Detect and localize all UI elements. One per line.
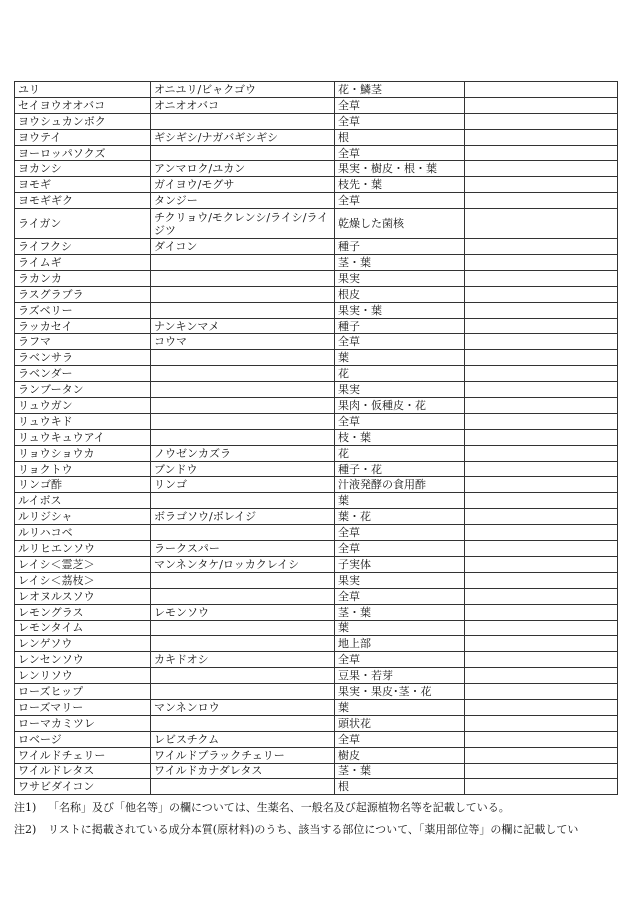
name-cell: ルリジシャ <box>15 509 151 525</box>
extra-cell <box>465 145 618 161</box>
other-name-cell: レモンソウ <box>151 604 335 620</box>
other-name-cell: ワイルドカナダレタス <box>151 763 335 779</box>
table-row <box>15 525 618 541</box>
table-row <box>15 604 618 620</box>
extra-cell <box>465 129 618 145</box>
table-row <box>15 97 618 113</box>
other-name-cell <box>151 493 335 509</box>
footnote-number: 注2) <box>14 823 37 836</box>
extra-cell <box>465 239 618 255</box>
other-name-cell: チクリョウ/モクレンシ/ライシ/ライジツ <box>151 209 335 239</box>
table-row <box>15 715 618 731</box>
other-name-cell <box>151 413 335 429</box>
part-cell: 果実 <box>335 382 465 398</box>
extra-cell <box>465 209 618 239</box>
name-cell: セイヨウオオバコ <box>15 97 151 113</box>
table-body <box>15 82 618 795</box>
name-cell: ヨモギ <box>15 177 151 193</box>
table-row <box>15 302 618 318</box>
footnote-number: 注1) <box>14 801 37 814</box>
name-cell: レモングラス <box>15 604 151 620</box>
table-row <box>15 366 618 382</box>
extra-cell <box>465 270 618 286</box>
name-cell: ヨーロッパソクズ <box>15 145 151 161</box>
other-name-cell: カキドオシ <box>151 652 335 668</box>
part-cell: 全草 <box>335 525 465 541</box>
table-row <box>15 620 618 636</box>
name-cell: ヨモギギク <box>15 193 151 209</box>
extra-cell <box>465 302 618 318</box>
part-cell: 果実・果皮･茎・花 <box>335 684 465 700</box>
extra-cell <box>465 588 618 604</box>
name-cell: ルリハコベ <box>15 525 151 541</box>
name-cell: ローマカミツレ <box>15 715 151 731</box>
other-name-cell <box>151 779 335 795</box>
part-cell: 茎・葉 <box>335 763 465 779</box>
table-row <box>15 318 618 334</box>
table-row <box>15 113 618 129</box>
part-cell: 全草 <box>335 588 465 604</box>
part-cell: 樹皮 <box>335 747 465 763</box>
extra-cell <box>465 82 618 98</box>
extra-cell <box>465 556 618 572</box>
extra-cell <box>465 779 618 795</box>
name-cell: レオヌルスソウ <box>15 588 151 604</box>
other-name-cell <box>151 525 335 541</box>
other-name-cell: リンゴ <box>151 477 335 493</box>
table-row <box>15 382 618 398</box>
other-name-cell <box>151 350 335 366</box>
table-row <box>15 193 618 209</box>
table-row <box>15 699 618 715</box>
other-name-cell <box>151 255 335 271</box>
other-name-cell: ノウゼンカズラ <box>151 445 335 461</box>
name-cell: レンゲソウ <box>15 636 151 652</box>
other-name-cell <box>151 572 335 588</box>
name-cell: ヨウシュカンボク <box>15 113 151 129</box>
extra-cell <box>465 177 618 193</box>
other-name-cell: ガイヨウ/モグサ <box>151 177 335 193</box>
part-cell: 根 <box>335 129 465 145</box>
extra-cell <box>465 193 618 209</box>
other-name-cell: ワイルドブラックチェリー <box>151 747 335 763</box>
other-name-cell: オニオオバコ <box>151 97 335 113</box>
part-cell: 花・鱗茎 <box>335 82 465 98</box>
table-row <box>15 652 618 668</box>
name-cell: ラッカセイ <box>15 318 151 334</box>
table-row <box>15 209 618 239</box>
table-row <box>15 429 618 445</box>
other-name-cell <box>151 382 335 398</box>
other-name-cell: コウマ <box>151 334 335 350</box>
part-cell: 全草 <box>335 413 465 429</box>
extra-cell <box>465 255 618 271</box>
part-cell: 種子 <box>335 239 465 255</box>
part-cell: 全草 <box>335 334 465 350</box>
table-row <box>15 636 618 652</box>
name-cell: レンセンソウ <box>15 652 151 668</box>
extra-cell <box>465 350 618 366</box>
other-name-cell <box>151 398 335 414</box>
extra-cell <box>465 398 618 414</box>
table-row <box>15 255 618 271</box>
name-cell: ヨウテイ <box>15 129 151 145</box>
other-name-cell: ブンドウ <box>151 461 335 477</box>
other-name-cell: ダイコン <box>151 239 335 255</box>
name-cell: リョウショウカ <box>15 445 151 461</box>
extra-cell <box>465 620 618 636</box>
extra-cell <box>465 668 618 684</box>
table-row <box>15 763 618 779</box>
table-row <box>15 493 618 509</box>
table-row <box>15 286 618 302</box>
part-cell: 全草 <box>335 97 465 113</box>
extra-cell <box>465 318 618 334</box>
extra-cell <box>465 715 618 731</box>
extra-cell <box>465 493 618 509</box>
name-cell: ランブータン <box>15 382 151 398</box>
table-row <box>15 668 618 684</box>
other-name-cell: ラークスパー <box>151 541 335 557</box>
other-name-cell: マンネンタケ/ロッカクレイシ <box>151 556 335 572</box>
name-cell: レンリソウ <box>15 668 151 684</box>
name-cell: ラフマ <box>15 334 151 350</box>
extra-cell <box>465 429 618 445</box>
table-row <box>15 556 618 572</box>
plant-list-table <box>14 81 618 795</box>
name-cell: ラベンサラ <box>15 350 151 366</box>
extra-cell <box>465 286 618 302</box>
other-name-cell: マンネンロウ <box>151 699 335 715</box>
name-cell: ラカンカ <box>15 270 151 286</box>
extra-cell <box>465 97 618 113</box>
part-cell: 果実 <box>335 270 465 286</box>
part-cell: 全草 <box>335 145 465 161</box>
extra-cell <box>465 572 618 588</box>
other-name-cell <box>151 668 335 684</box>
other-name-cell <box>151 145 335 161</box>
extra-cell <box>465 525 618 541</box>
name-cell: レイシ＜霊芝＞ <box>15 556 151 572</box>
extra-cell <box>465 413 618 429</box>
other-name-cell: ボラゴソウ/ボレイジ <box>151 509 335 525</box>
table-row <box>15 129 618 145</box>
footnotes <box>14 797 626 841</box>
table-row <box>15 161 618 177</box>
name-cell: ロベージ <box>15 731 151 747</box>
other-name-cell <box>151 588 335 604</box>
name-cell: ラスグラブラ <box>15 286 151 302</box>
part-cell: 枝先・葉 <box>335 177 465 193</box>
table-row <box>15 334 618 350</box>
name-cell: レモンタイム <box>15 620 151 636</box>
part-cell: 全草 <box>335 731 465 747</box>
name-cell: ローズヒップ <box>15 684 151 700</box>
extra-cell <box>465 699 618 715</box>
footnote-text: リストに掲載されている成分本質(原材料)のうち、該当する部位について、「薬用部位等」の欄に記載してい <box>48 823 579 836</box>
table-row <box>15 145 618 161</box>
part-cell: 葉 <box>335 699 465 715</box>
part-cell: 枝・葉 <box>335 429 465 445</box>
extra-cell <box>465 604 618 620</box>
part-cell: 地上部 <box>335 636 465 652</box>
table-row <box>15 461 618 477</box>
other-name-cell <box>151 429 335 445</box>
extra-cell <box>465 382 618 398</box>
table-row <box>15 398 618 414</box>
name-cell: ライフクシ <box>15 239 151 255</box>
extra-cell <box>465 477 618 493</box>
part-cell: 汁液発酵の食用酢 <box>335 477 465 493</box>
other-name-cell: タンジー <box>151 193 335 209</box>
name-cell: リュウキュウアイ <box>15 429 151 445</box>
other-name-cell <box>151 270 335 286</box>
other-name-cell <box>151 620 335 636</box>
part-cell: 乾燥した菌核 <box>335 209 465 239</box>
name-cell: ワサビダイコン <box>15 779 151 795</box>
name-cell: リュウキド <box>15 413 151 429</box>
extra-cell <box>465 541 618 557</box>
name-cell: ライガン <box>15 209 151 239</box>
table-row <box>15 541 618 557</box>
name-cell: ライムギ <box>15 255 151 271</box>
part-cell: 種子 <box>335 318 465 334</box>
other-name-cell <box>151 636 335 652</box>
name-cell: リュウガン <box>15 398 151 414</box>
extra-cell <box>465 747 618 763</box>
table-row <box>15 270 618 286</box>
table-row <box>15 445 618 461</box>
table-row <box>15 82 618 98</box>
table-row <box>15 177 618 193</box>
part-cell: 葉 <box>335 620 465 636</box>
part-cell: 茎・葉 <box>335 255 465 271</box>
footnote-1 <box>14 797 626 819</box>
table-row <box>15 350 618 366</box>
part-cell: 全草 <box>335 113 465 129</box>
part-cell: 頭状花 <box>335 715 465 731</box>
part-cell: 茎・葉 <box>335 604 465 620</box>
extra-cell <box>465 636 618 652</box>
extra-cell <box>465 445 618 461</box>
other-name-cell <box>151 302 335 318</box>
other-name-cell: レビスチクム <box>151 731 335 747</box>
name-cell: ワイルドチェリー <box>15 747 151 763</box>
part-cell: 子実体 <box>335 556 465 572</box>
part-cell: 果実・葉 <box>335 302 465 318</box>
name-cell: ローズマリー <box>15 699 151 715</box>
extra-cell <box>465 113 618 129</box>
extra-cell <box>465 461 618 477</box>
part-cell: 全草 <box>335 652 465 668</box>
extra-cell <box>465 731 618 747</box>
name-cell: ヨカンシ <box>15 161 151 177</box>
name-cell: ルイボス <box>15 493 151 509</box>
name-cell: ワイルドレタス <box>15 763 151 779</box>
other-name-cell <box>151 286 335 302</box>
part-cell: 果実 <box>335 572 465 588</box>
other-name-cell: ギシギシ/ナガバギシギシ <box>151 129 335 145</box>
part-cell: 花 <box>335 445 465 461</box>
other-name-cell <box>151 113 335 129</box>
part-cell: 葉・花 <box>335 509 465 525</box>
name-cell: ユリ <box>15 82 151 98</box>
name-cell: ラズベリー <box>15 302 151 318</box>
table-row <box>15 413 618 429</box>
table-row <box>15 477 618 493</box>
extra-cell <box>465 366 618 382</box>
part-cell: 全草 <box>335 193 465 209</box>
name-cell: ラベンダー <box>15 366 151 382</box>
footnote-text: 「名称」及び「他名等」の欄については、生薬名、一般名及び起源植物名等を記載している。 <box>48 801 510 814</box>
table-row <box>15 684 618 700</box>
name-cell: リョクトウ <box>15 461 151 477</box>
other-name-cell: アンマロク/ユカン <box>151 161 335 177</box>
other-name-cell: ナンキンマメ <box>151 318 335 334</box>
other-name-cell <box>151 684 335 700</box>
other-name-cell: オニユリ/ビャクゴウ <box>151 82 335 98</box>
extra-cell <box>465 652 618 668</box>
part-cell: 種子・花 <box>335 461 465 477</box>
name-cell: リンゴ酢 <box>15 477 151 493</box>
other-name-cell <box>151 715 335 731</box>
part-cell: 根 <box>335 779 465 795</box>
table-row <box>15 731 618 747</box>
part-cell: 果肉・仮種皮・花 <box>335 398 465 414</box>
part-cell: 全草 <box>335 541 465 557</box>
extra-cell <box>465 334 618 350</box>
table-row <box>15 588 618 604</box>
part-cell: 花 <box>335 366 465 382</box>
table-row <box>15 779 618 795</box>
table-row <box>15 509 618 525</box>
part-cell: 果実・樹皮・根・葉 <box>335 161 465 177</box>
name-cell: レイシ＜茘枝＞ <box>15 572 151 588</box>
part-cell: 葉 <box>335 350 465 366</box>
footnote-2 <box>14 819 626 841</box>
part-cell: 葉 <box>335 493 465 509</box>
extra-cell <box>465 161 618 177</box>
name-cell: ルリヒエンソウ <box>15 541 151 557</box>
table-row <box>15 572 618 588</box>
table-row <box>15 747 618 763</box>
part-cell: 根皮 <box>335 286 465 302</box>
other-name-cell <box>151 366 335 382</box>
extra-cell <box>465 509 618 525</box>
extra-cell <box>465 684 618 700</box>
extra-cell <box>465 763 618 779</box>
part-cell: 豆果・若芽 <box>335 668 465 684</box>
table-row <box>15 239 618 255</box>
